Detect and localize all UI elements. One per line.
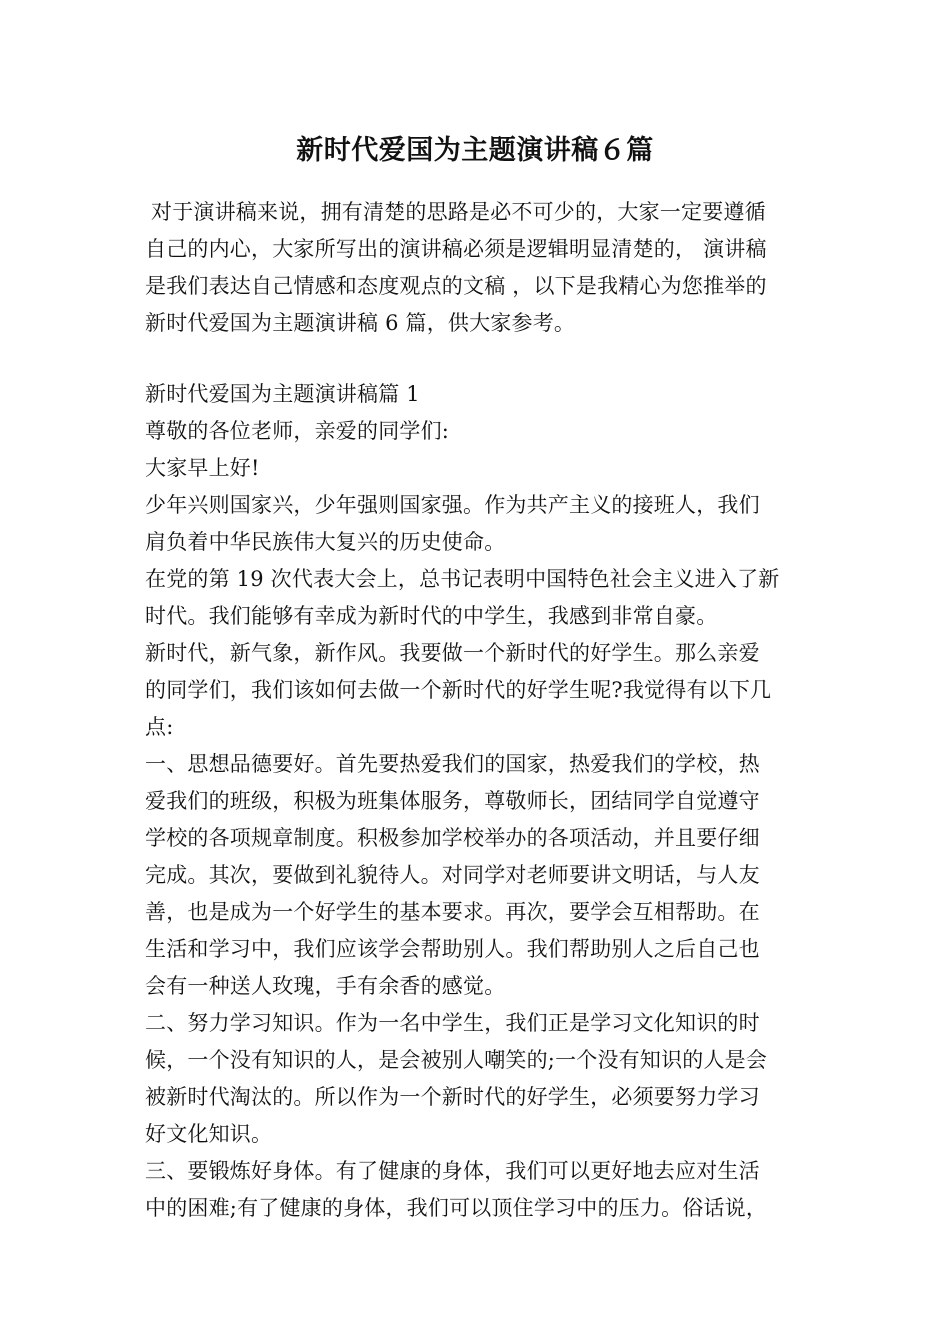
body-line: 候，一个没有知识的人，是会被别人嘲笑的;一个没有知识的人是会 — [145, 1048, 768, 1072]
intro-line: 自己的内心，大家所写出的演讲稿必须是逻辑明显清楚的， 演讲稿 — [145, 237, 767, 261]
body-line: 完成。其次，要做到礼貌待人。对同学对老师要讲文明话，与人友 — [145, 863, 760, 887]
body-line: 新时代，新气象，新作风。我要做一个新时代的好学生。那么亲爱 — [145, 641, 760, 665]
body-line: 少年兴则国家兴，少年强则国家强。作为共产主义的接班人，我们 — [145, 493, 760, 517]
body-line: 被新时代淘汰的。所以作为一个新时代的好学生，必须要努力学习 — [145, 1085, 760, 1109]
body-line: 会有一种送人玫瑰，手有余香的感觉。 — [145, 974, 506, 998]
body-line: 三、要锻炼好身体。有了健康的身体，我们可以更好地去应对生活 — [145, 1159, 760, 1183]
body-line: 学校的各项规章制度。积极参加学校举办的各项活动，并且要仔细 — [145, 826, 760, 850]
intro-paragraph — [145, 194, 810, 342]
body-line: 的同学们，我们该如何去做一个新时代的好学生呢?我觉得有以下几 — [145, 678, 772, 702]
document-title: 新时代爱国为主题演讲稿６篇 — [296, 135, 654, 166]
body-line: 一、思想品德要好。首先要热爱我们的国家，热爱我们的学校，热 — [145, 752, 760, 776]
body-line: 时代。我们能够有幸成为新时代的中学生，我感到非常自豪。 — [145, 604, 718, 628]
body-line: 肩负着中华民族伟大复兴的历史使命。 — [145, 530, 506, 554]
greeting: 大家早上好! — [145, 456, 260, 480]
body-line: 好文化知识。 — [145, 1122, 273, 1146]
speech-section-1 — [145, 376, 810, 1227]
body-line: 善，也是成为一个好学生的基本要求。再次，要学会互相帮助。在 — [145, 900, 760, 924]
body-line: 中的困难;有了健康的身体，我们可以顶住学习中的压力。俗话说， — [145, 1196, 768, 1220]
body-line: 爱我们的班级，积极为班集体服务，尊敬师长，团结同学自觉遵守 — [145, 789, 760, 813]
section-heading: 新时代爱国为主题演讲稿篇 1 — [145, 382, 420, 406]
body-line: 点: — [145, 715, 174, 739]
salutation: 尊敬的各位老师，亲爱的同学们: — [145, 419, 450, 443]
body-line: 在党的第 19 次代表大会上，总书记表明中国特色社会主义进入了新 — [145, 567, 780, 591]
body-line: 二、努力学习知识。作为一名中学生，我们正是学习文化知识的时 — [145, 1011, 760, 1035]
intro-line: 是我们表达自己情感和态度观点的文稿 ，以下是我精心为您推举的 — [145, 274, 767, 298]
body-line: 生活和学习中，我们应该学会帮助别人。我们帮助别人之后自己也 — [145, 937, 760, 961]
intro-line: 新时代爱国为主题演讲稿 6 篇，供大家参考。 — [145, 311, 576, 335]
intro-line: 对于演讲稿来说，拥有清楚的思路是必不可少的，大家一定要遵循 — [151, 200, 766, 224]
